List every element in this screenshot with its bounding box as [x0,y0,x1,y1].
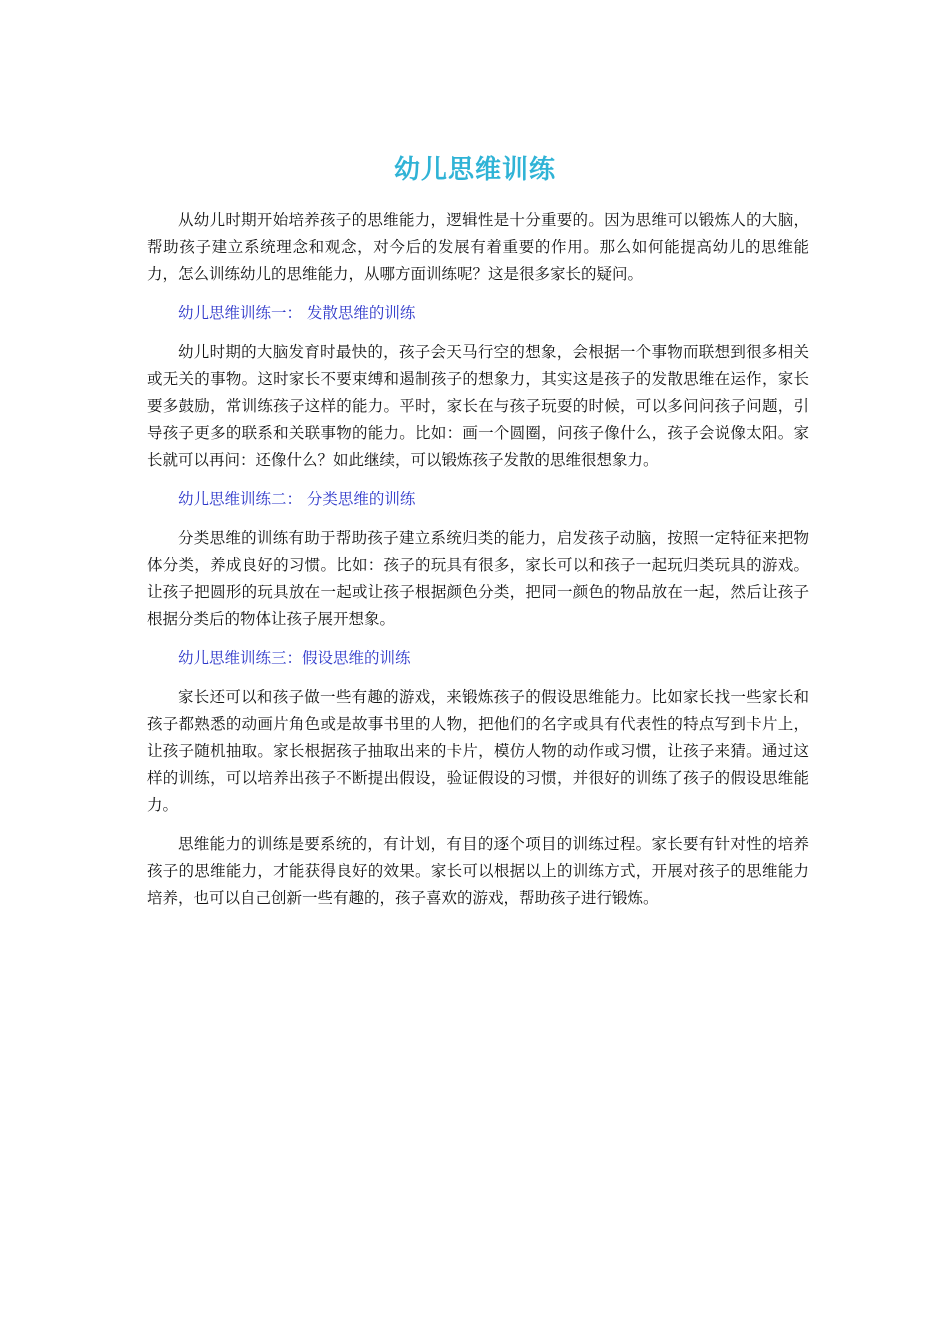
conclusion-paragraph: 思维能力的训练是要系统的，有计划，有目的逐个项目的训练过程。家长要有针对性的培养孩子的思维能力，才能获得良好的效果。家长可以根据以上的训练方式，开展对孩子的思维能力培养，也可以自己创新一些有趣的，孩子喜欢的游戏，帮助孩子进行锻炼。 [147,835,809,907]
section-body-classification: 分类思维的训练有助于帮助孩子建立系统归类的能力，启发孩子动脑，按照一定特征来把物体分类，养成良好的习惯。比如：孩子的玩具有很多，家长可以和孩子一起玩归类玩具的游戏。让孩子把圆形的玩具放在一起或让孩子根据颜色分类，把同一颜色的物品放在一起，然后让孩子根据分类后的物体让孩子展开想象。 [147,529,809,628]
document-title: 幼儿思维训练 [393,155,556,185]
section-heading-classification: 幼儿思维训练二： 分类思维的训练 [178,490,416,508]
document-body [147,207,809,924]
intro-paragraph: 从幼儿时期开始培养孩子的思维能力，逻辑性是十分重要的。因为思维可以锻炼人的大脑，帮助孩子建立系统理念和观念，对今后的发展有着重要的作用。那么如何能提高幼儿的思维能力，怎么训练幼儿的思维能力，从哪方面训练呢？这是很多家长的疑问。 [147,211,809,283]
section-body-hypothesis: 家长还可以和孩子做一些有趣的游戏，来锻炼孩子的假设思维能力。比如家长找一些家长和孩子都熟悉的动画片角色或是故事书里的人物，把他们的名字或具有代表性的特点写到卡片上，让孩子随机抽取。家长根据孩子抽取出来的卡片，模仿人物的动作或习惯，让孩子来猜。通过这样的训练，可以培养出孩子不断提出假设，验证假设的习惯，并很好的训练了孩子的假设思维能力。 [147,688,809,814]
section-heading-divergent: 幼儿思维训练一： 发散思维的训练 [178,304,416,322]
section-heading-hypothesis: 幼儿思维训练三：假设思维的训练 [178,649,411,667]
section-body-divergent: 幼儿时期的大脑发育时最快的，孩子会天马行空的想象，会根据一个事物而联想到很多相关或无关的事物。这时家长不要束缚和遏制孩子的想象力，其实这是孩子的发散思维在运作，家长要多鼓励，常训练孩子这样的能力。平时，家长在与孩子玩耍的时候，可以多问问孩子问题，引导孩子更多的联系和关联事物的能力。比如：画一个圆圈，问孩子像什么，孩子会说像太阳。家长就可以再问：还像什么？如此继续，可以锻炼孩子发散的思维很想象力。 [147,343,809,469]
